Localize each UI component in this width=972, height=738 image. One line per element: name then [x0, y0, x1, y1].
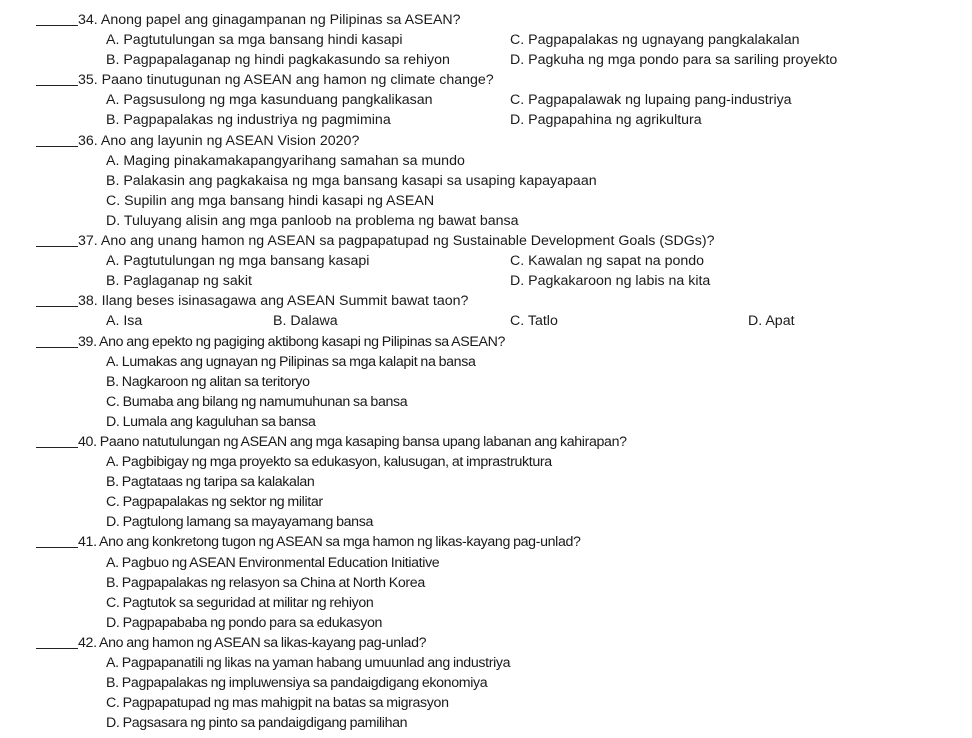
options-row-35-bd: [0, 110, 972, 130]
answer-blank-38[interactable]: [36, 291, 78, 307]
option-row-42-a: [0, 653, 972, 673]
quiz-page: [0, 10, 972, 733]
question-36: [0, 131, 972, 151]
option-41-d: D. Pagpapababa ng pondo para sa edukasyon: [106, 614, 383, 631]
option-row-41-c: [0, 593, 972, 613]
option-39-a: A. Lumakas ang ugnayan ng Pilipinas sa mga kalapit na bansa: [106, 353, 476, 370]
question-text-39: 39. Ano ang epekto ng pagiging aktibong kasapi ng Pilipinas sa ASEAN?: [78, 333, 506, 350]
answer-blank-35[interactable]: [36, 70, 78, 86]
option-36-c: C. Supilin ang mga bansang hindi kasapi ng ASEAN: [106, 192, 435, 209]
option-36-a: A. Maging pinakamakapangyarihang samahan sa mundo: [106, 152, 465, 169]
option-39-c: C. Bumaba ang bilang ng namumuhunan sa bansa: [106, 393, 408, 410]
question-text-40: 40. Paano natutulungan ng ASEAN ang mga kasaping bansa upang labanan ang kahirapan?: [78, 433, 627, 450]
question-text-36: 36. Ano ang layunin ng ASEAN Vision 2020?: [78, 132, 360, 149]
answer-blank-40[interactable]: [36, 432, 78, 448]
question-text-42: 42. Ano ang hamon ng ASEAN sa likas-kayang pag-unlad?: [78, 634, 427, 651]
options-row-35-ac: [0, 90, 972, 110]
answer-blank-42[interactable]: [36, 633, 78, 649]
options-row-38: [0, 311, 972, 331]
option-40-b: B. Pagtataas ng taripa sa kalakalan: [106, 474, 315, 491]
question-38: [0, 291, 972, 311]
question-39: [0, 332, 972, 352]
option-39-d: D. Lumala ang kaguluhan sa bansa: [106, 413, 316, 430]
option-42-d: D. Pagsasara ng pinto sa pandaigdigang pamilihan: [106, 715, 408, 732]
question-40: [0, 432, 972, 452]
option-row-36-c: [0, 191, 972, 211]
answer-blank-34[interactable]: [36, 10, 78, 26]
option-row-41-d: [0, 613, 972, 633]
option-38-d: D. Apat: [748, 313, 795, 330]
option-row-40-b: [0, 472, 972, 492]
option-41-b: B. Pagpapalakas ng relasyon sa China at North Korea: [106, 574, 425, 591]
option-36-b: B. Palakasin ang pagkakaisa ng mga bansang kasapi sa usaping kapayapaan: [106, 172, 597, 189]
question-41: [0, 532, 972, 552]
option-35-a: A. Pagsusulong ng mga kasunduang pangkalikasan: [106, 92, 433, 109]
option-35-d: D. Pagpapahina ng agrikultura: [510, 112, 702, 129]
option-row-39-c: [0, 392, 972, 412]
option-41-c: C. Pagtutok sa seguridad at militar ng rehiyon: [106, 594, 374, 611]
option-34-c: C. Pagpapalakas ng ugnayang pangkalakalan: [510, 32, 800, 49]
option-row-39-d: [0, 412, 972, 432]
option-row-42-d: [0, 713, 972, 733]
option-row-39-b: [0, 372, 972, 392]
option-row-41-b: [0, 573, 972, 593]
answer-blank-39[interactable]: [36, 332, 78, 348]
options-row-37-ac: [0, 251, 972, 271]
question-text-37: 37. Ano ang unang hamon ng ASEAN sa pagpapatupad ng Sustainable Development Goals (SDGs)?: [78, 233, 715, 250]
option-41-a: A. Pagbuo ng ASEAN Environmental Education Initiative: [106, 554, 440, 571]
option-row-40-a: [0, 452, 972, 472]
answer-blank-41[interactable]: [36, 532, 78, 548]
question-42: [0, 633, 972, 653]
option-35-c: C. Pagpapalawak ng lupaing pang-industriya: [510, 92, 792, 109]
option-38-a: A. Isa: [106, 313, 143, 330]
question-34: [0, 10, 972, 30]
option-38-c: C. Tatlo: [510, 313, 558, 330]
option-37-c: C. Kawalan ng sapat na pondo: [510, 253, 705, 270]
question-35: [0, 70, 972, 90]
option-42-b: B. Pagpapalakas ng impluwensiya sa pandaigdigang ekonomiya: [106, 675, 488, 692]
option-36-d: D. Tuluyang alisin ang mga panloob na problema ng bawat bansa: [106, 212, 519, 229]
option-row-36-d: [0, 211, 972, 231]
options-row-37-bd: [0, 271, 972, 291]
options-row-34-bd: [0, 50, 972, 70]
option-row-42-c: [0, 693, 972, 713]
option-34-d: D. Pagkuha ng mga pondo para sa sariling proyekto: [510, 52, 838, 69]
option-38-b: B. Dalawa: [273, 313, 338, 330]
option-39-b: B. Nagkaroon ng alitan sa teritoryo: [106, 373, 310, 390]
option-row-39-a: [0, 352, 972, 372]
option-42-c: C. Pagpapatupad ng mas mahigpit na batas sa migrasyon: [106, 695, 449, 712]
option-34-a: A. Pagtutulungan sa mga bansang hindi kasapi: [106, 32, 403, 49]
answer-blank-37[interactable]: [36, 231, 78, 247]
question-text-34: 34. Anong papel ang ginagampanan ng Pilipinas sa ASEAN?: [78, 12, 461, 28]
option-row-36-a: [0, 151, 972, 171]
option-40-a: A. Pagbibigay ng mga proyekto sa edukasyon, kalusugan, at imprastruktura: [106, 454, 552, 471]
option-row-40-d: [0, 512, 972, 532]
question-text-41: 41. Ano ang konkretong tugon ng ASEAN sa mga hamon ng likas-kayang pag-unlad?: [78, 534, 581, 551]
option-37-d: D. Pagkakaroon ng labis na kita: [510, 273, 711, 290]
question-text-35: 35. Paano tinutugunan ng ASEAN ang hamon ng climate change?: [78, 72, 494, 89]
option-row-40-c: [0, 492, 972, 512]
option-35-b: B. Pagpapalakas ng industriya ng pagmimina: [106, 112, 391, 129]
question-text-38: 38. Ilang beses isinasagawa ang ASEAN Summit bawat taon?: [78, 293, 469, 310]
options-row-34-ac: [0, 30, 972, 50]
option-37-a: A. Pagtutulungan ng mga bansang kasapi: [106, 253, 370, 270]
option-row-36-b: [0, 171, 972, 191]
option-40-d: D. Pagtulong lamang sa mayayamang bansa: [106, 514, 373, 531]
option-37-b: B. Paglaganap ng sakit: [106, 273, 252, 290]
question-37: [0, 231, 972, 251]
option-34-b: B. Pagpapalaganap ng hindi pagkakasundo sa rehiyon: [106, 52, 450, 69]
option-40-c: C. Pagpapalakas ng sektor ng militar: [106, 494, 323, 511]
option-row-41-a: [0, 553, 972, 573]
option-42-a: A. Pagpapanatili ng likas na yaman habang umuunlad ang industriya: [106, 655, 511, 671]
option-row-42-b: [0, 673, 972, 693]
answer-blank-36[interactable]: [36, 131, 78, 147]
